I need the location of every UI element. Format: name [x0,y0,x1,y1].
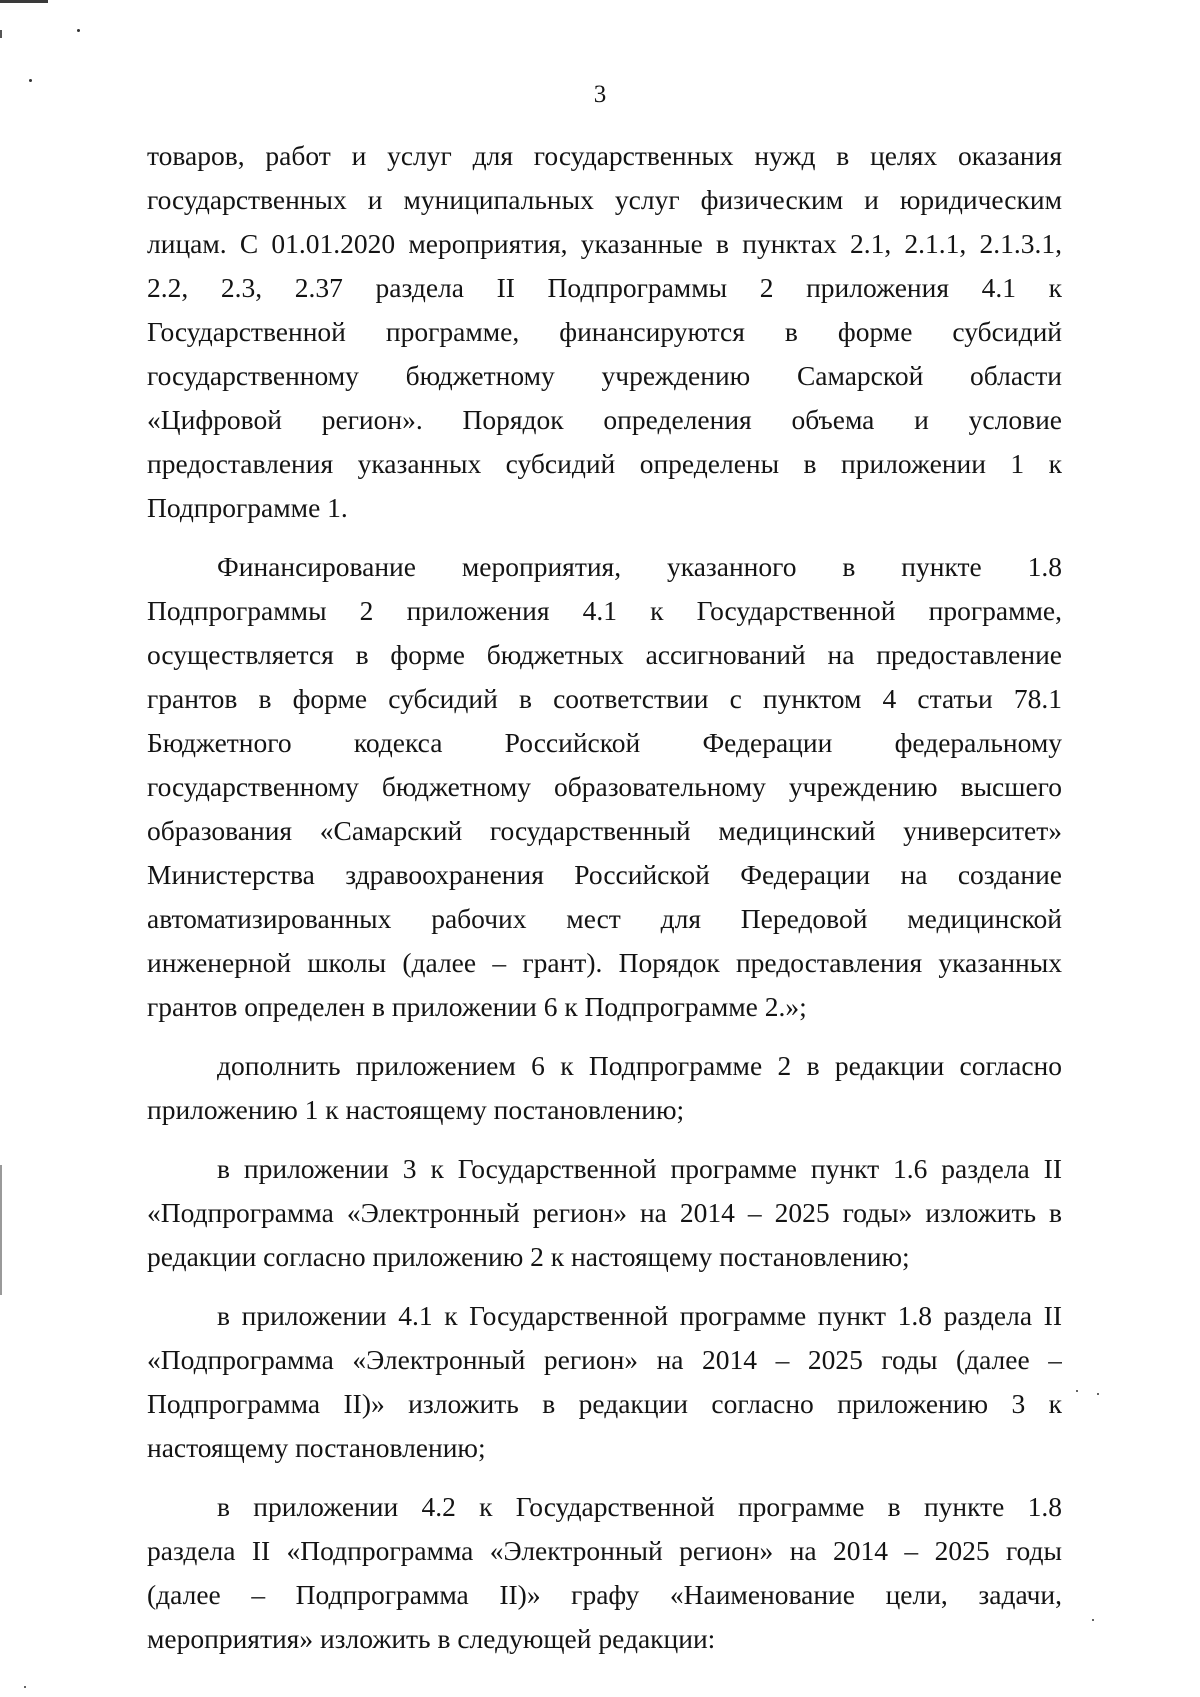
text-line: редакции согласно приложению 2 к настоящему постановлению; [147,1241,910,1272]
paragraph-gap [147,1470,1062,1485]
paragraph-gap [147,1029,1062,1044]
paragraph [147,1485,1062,1661]
text-line: «Подпрограмма «Электронный регион» на 2014 – 2025 годы (далее – [147,1344,1062,1375]
text-line: Государственной программе, финансируются в форме субсидий [147,316,1062,347]
paragraph-gap [147,1132,1062,1147]
text-line: Подпрограммы 2 приложения 4.1 к Государственной программе, [147,595,1062,626]
paragraph [147,1044,1062,1132]
text-line: Финансирование мероприятия, указанного в пункте 1.8 [217,551,1062,582]
scan-edge-mark [0,0,48,3]
text-line: Подпрограмме 1. [147,492,348,523]
page-number: 3 [593,81,607,108]
text-line: мероприятия» изложить в следующей редакции: [147,1623,716,1654]
text-line: раздела II «Подпрограмма «Электронный регион» на 2014 – 2025 годы [147,1535,1062,1566]
text-line: автоматизированных рабочих мест для Передовой медицинской [147,903,1062,934]
text-line: «Подпрограмма «Электронный регион» на 2014 – 2025 годы» изложить в [147,1197,1062,1228]
scan-speck [1092,1619,1094,1621]
text-line: в приложении 4.2 к Государственной программе в пункте 1.8 [217,1491,1062,1522]
text-line: Бюджетного кодекса Российской Федерации федеральному [147,727,1062,758]
text-line: в приложении 3 к Государственной программе пункт 1.6 раздела II [217,1153,1062,1184]
text-line: грантов определен в приложении 6 к Подпрограмме 2.»; [147,991,807,1022]
text-line: «Цифровой регион». Порядок определения объема и условие [147,404,1062,435]
text-line: товаров, работ и услуг для государственных нужд в целях оказания [147,140,1062,171]
text-line: образования «Самарский государственный медицинский университет» [147,815,1062,846]
scan-edge-mark [0,1165,2,1295]
scan-speck [1097,1393,1099,1395]
text-line: Подпрограмма II)» изложить в редакции согласно приложению 3 к [147,1388,1062,1419]
text-line: дополнить приложением 6 к Подпрограмме 2 в редакции согласно [217,1050,1062,1081]
document-body [147,134,1062,1661]
text-line: государственному бюджетному образовательному учреждению высшего [147,771,1062,802]
scan-speck [77,29,80,32]
text-line: осуществляется в форме бюджетных ассигнований на предоставление [147,639,1062,670]
text-line: грантов в форме субсидий в соответствии с пунктом 4 статьи 78.1 [147,683,1062,714]
text-line: в приложении 4.1 к Государственной программе пункт 1.8 раздела II [217,1300,1062,1331]
paragraph [147,134,1062,530]
text-line: инженерной школы (далее – грант). Порядок предоставления указанных [147,947,1062,978]
paragraph-gap [147,1279,1062,1294]
text-line: Министерства здравоохранения Российской Федерации на создание [147,859,1062,890]
text-line: 2.2, 2.3, 2.37 раздела II Подпрограммы 2 приложения 4.1 к [147,272,1062,303]
text-line: государственных и муниципальных услуг физическим и юридическим [147,184,1062,215]
scan-edge-mark [0,30,2,38]
paragraph [147,1147,1062,1279]
text-line: настоящему постановлению; [147,1432,486,1463]
text-line: приложению 1 к настоящему постановлению; [147,1094,685,1125]
paragraph [147,545,1062,1029]
paragraph [147,1294,1062,1470]
text-line: государственному бюджетному учреждению Самарской области [147,360,1062,391]
scan-speck [24,1686,26,1688]
paragraph-gap [147,530,1062,545]
text-line: (далее – Подпрограмма II)» графу «Наименование цели, задачи, [147,1579,1062,1610]
text-line: предоставления указанных субсидий определены в приложении 1 к [147,448,1062,479]
scan-speck [1076,1390,1078,1392]
text-line: лицам. С 01.01.2020 мероприятия, указанные в пунктах 2.1, 2.1.1, 2.1.3.1, [147,228,1062,259]
